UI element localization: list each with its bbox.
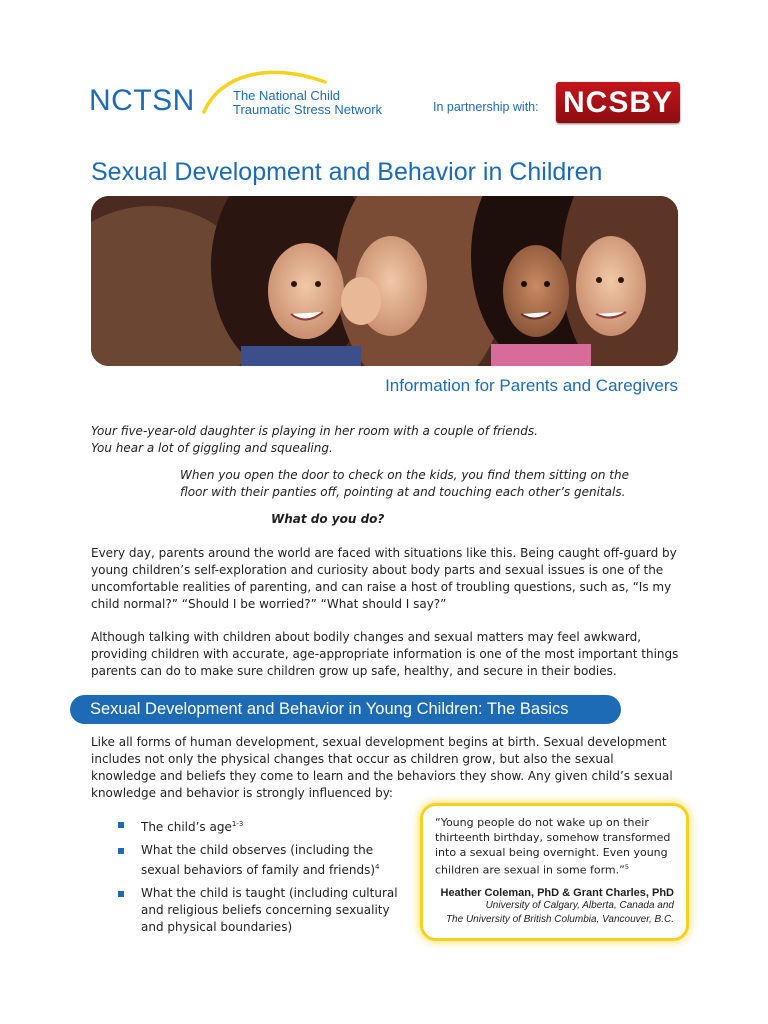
quote-text: “Young people do not wake up on their thirteenth birthday, somehow transformed into a sexual being overnight. Even young children are sexual in some form.” xyxy=(435,816,671,877)
bullet-square-icon xyxy=(118,848,124,854)
list-item-text: The child’s age xyxy=(141,820,232,834)
paragraph-2: Although talking with children about bodily changes and sexual matters may feel awkward, providing children with accurate, age-appropriate information is one of the most important things parents can do to make sure children grow up safe, healthy, and secure in their bodies. xyxy=(91,630,679,678)
quote-text-block xyxy=(435,815,674,878)
list-item xyxy=(118,842,408,879)
list-item-text: What the child observes (including the sexual behaviors of family and friends) xyxy=(141,843,376,877)
section-heading: Sexual Development and Behavior in Young Children: The Basics xyxy=(70,695,621,724)
org-name-line2: Traumatic Stress Network xyxy=(233,102,383,117)
page-subtitle: Information for Parents and Caregivers xyxy=(385,376,678,395)
page-title: Sexual Development and Behavior in Children xyxy=(91,158,603,186)
intro-line3: When you open the door to check on the kids, you find them sitting on the xyxy=(180,468,629,482)
section-body: Like all forms of human development, sexual development begins at birth. Sexual development includes not only the physical changes that occur as children grow, but also the sexual knowledge and beliefs they come to learn and the behaviors they show. Any given child’s sexual knowledge and behavior is strongly influenced by: xyxy=(91,735,673,800)
org-name-line1: The National Child xyxy=(233,88,340,103)
nctsn-logo: NCTSN xyxy=(89,84,195,117)
bullet-square-icon xyxy=(118,822,124,828)
quote-box xyxy=(420,803,689,941)
intro-line2: You hear a lot of giggling and squealing. xyxy=(91,441,333,455)
bullet-square-icon xyxy=(118,891,124,897)
partnership-label: In partnership with: xyxy=(433,100,539,114)
intro-line1: Your five-year-old daughter is playing in her room with a couple of friends. xyxy=(91,424,538,438)
intro-question: What do you do? xyxy=(271,512,385,526)
quote-author: Heather Coleman, PhD & Grant Charles, PhD xyxy=(440,886,674,899)
intro-scenario xyxy=(91,423,651,457)
citation-ref: 1-3 xyxy=(231,820,244,828)
children-photo-illustration xyxy=(91,196,678,366)
intro-line4: floor with their panties off, pointing at and touching each other’s genitals. xyxy=(180,485,626,499)
citation-ref: 4 xyxy=(375,863,380,871)
ncsby-logo: NCSBY xyxy=(556,82,680,123)
quote-affiliation-2: The University of British Columbia, Vancouver, B.C. xyxy=(445,913,674,925)
influence-list xyxy=(118,816,408,942)
list-item-text: What the child is taught (including cultural and religious beliefs concerning sexuality and physical boundaries) xyxy=(141,886,398,934)
quote-citation-ref: 5 xyxy=(624,863,629,871)
quote-affiliation-1: University of Calgary, Alberta, Canada and xyxy=(485,899,674,911)
children-photo xyxy=(91,196,678,366)
intro-scenario-continued xyxy=(180,467,660,501)
list-item xyxy=(118,885,408,936)
list-item xyxy=(118,816,408,836)
paragraph-1: Every day, parents around the world are faced with situations like this. Being caught off-guard by young children’s self-exploration and curiosity about body parts and sexual issues is one of the uncomfortable realities of parenting, and can raise a host of troubling questions, such as, “Is my child normal?” “Should I be worried?” “What should I say?” xyxy=(91,546,677,611)
